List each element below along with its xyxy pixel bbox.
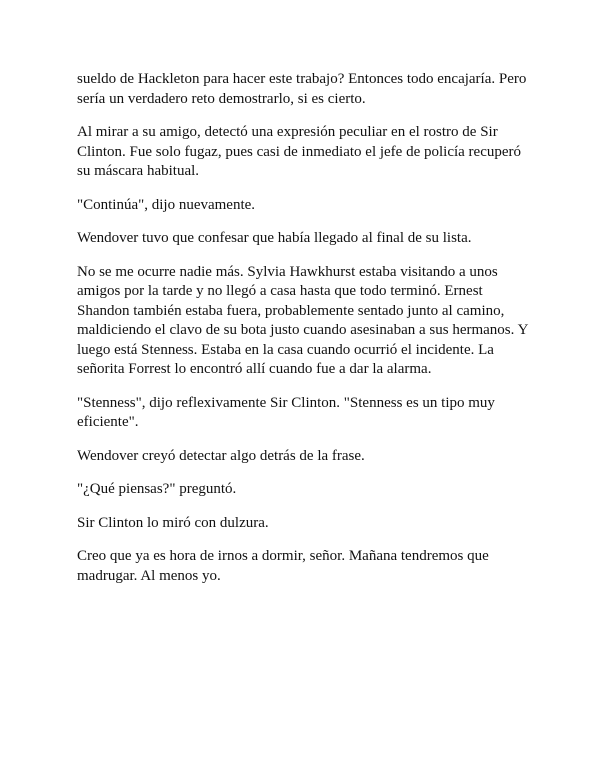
paragraph: Al mirar a su amigo, detectó una expresión peculiar en el rostro de Sir Clinton. Fue solo fugaz, pues casi de inmediato el jefe de policía recuperó su máscara habitual. (77, 124, 522, 179)
paragraph: sueldo de Hackleton para hacer este trabajo? Entonces todo encajaría. Pero sería un verdadero reto demostrarlo, si es cierto. (77, 71, 527, 107)
paragraph: Sir Clinton lo miró con dulzura. (77, 514, 269, 531)
body-text (77, 70, 532, 600)
paragraph: No se me ocurre nadie más. Sylvia Hawkhurst estaba visitando a unos amigos por la tarde y no llegó a casa hasta que todo terminó. Ernest Shandon también estaba fuera, probablemente sentado junto al camino, maldiciendo el clavo de su bota justo cuando asesinaban a sus hermanos. Y luego está Stenness. Estaba en la casa cuando ocurrió el incidente. La señorita Forrest lo encontró allí cuando fue a dar la alarma. (77, 263, 528, 377)
paragraph: Creo que ya es hora de irnos a dormir, señor. Mañana tendremos que madrugar. Al menos yo. (77, 548, 489, 584)
paragraph: "Continúa", dijo nuevamente. (77, 196, 256, 213)
paragraph: "Stenness", dijo reflexivamente Sir Clinton. "Stenness es un tipo muy eficiente". (77, 394, 495, 430)
paragraph: Wendover tuvo que confesar que había llegado al final de su lista. (77, 230, 472, 246)
paragraph: "¿Qué piensas?" preguntó. (77, 481, 237, 497)
paragraph: Wendover creyó detectar algo detrás de la frase. (77, 447, 365, 464)
